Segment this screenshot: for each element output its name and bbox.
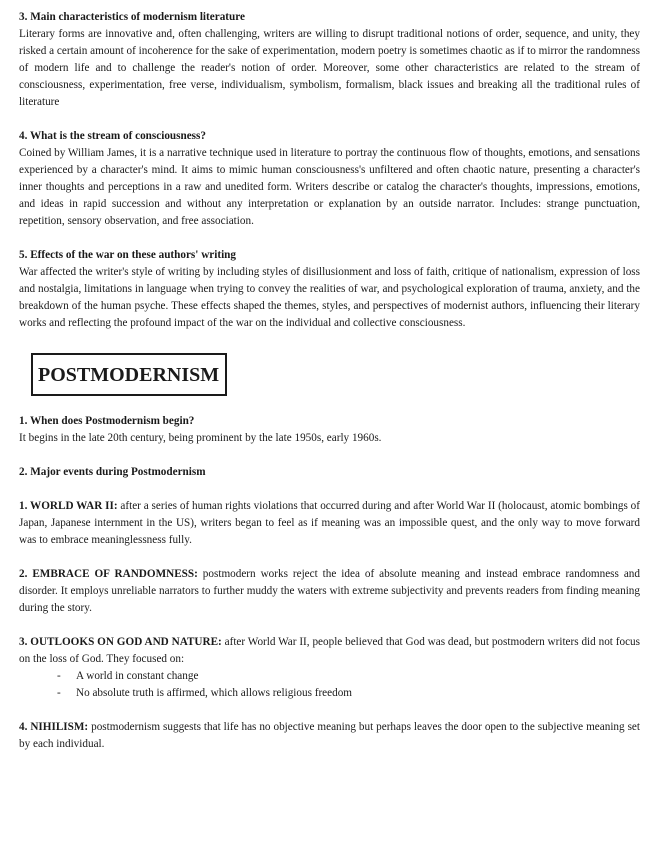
- event-paragraph-randomness: [19, 566, 640, 617]
- section-heading-stream-of-consciousness: 4. What is the stream of consciousness?: [19, 130, 206, 142]
- list-item: - No absolute truth is affirmed, which allows religious freedom: [57, 685, 640, 702]
- event-label: 2. EMBRACE OF RANDOMNESS:: [19, 568, 198, 580]
- event-label: 3. OUTLOOKS ON GOD AND NATURE:: [19, 636, 222, 648]
- event-paragraph-world-war: [19, 498, 640, 549]
- section-heading-war-effects: 5. Effects of the war on these authors' writing: [19, 249, 236, 261]
- question-heading-postmodernism-begin: 1. When does Postmodernism begin?: [19, 415, 195, 427]
- section-body-stream-of-consciousness: Coined by William James, it is a narrative technique used in literature to portray the continuous flow of thoughts, emotions, and sensations experienced by a character's mind. It aims to mimic human consciousness's unfiltered and often chaotic nature, presenting a character's inner thoughts and perceptions in a raw and unedited form. Writers describe or catalog the character's thoughts, impressions, emotions, and ideas in rapid succession and without any interpretation or explanation by an outside narrator. Includes: strange punctuation, repetition, sensory observation, and free association.: [19, 147, 640, 227]
- document-page: [19, 9, 640, 753]
- event-paragraph-nihilism: [19, 719, 640, 753]
- question-body-postmodernism-begin: It begins in the late 20th century, being prominent by the late 1950s, early 1960s.: [19, 432, 382, 444]
- section-body-main-characteristics: Literary forms are innovative and, often challenging, writers are willing to disrupt traditional notions of order, sequence, and unity, they risked a certain amount of incoherence for the sake of experimentation, modern poetry is sometimes chaotic as if to mirror the randomness of modern life and to challenge the reader's notion of order. Moreover, some other characteristics are related to the stream of consciousness, experimentation, free verse, individualism, symbolism, formalism, black issues and breaking all the traditional rules of literature: [19, 28, 640, 108]
- event-label: 1. WORLD WAR II:: [19, 500, 118, 512]
- god-nature-bullet-list: [19, 668, 640, 702]
- event-text: postmodernism suggests that life has no objective meaning but perhaps leaves the door open to the subjective meaning set by each individual.: [19, 721, 640, 750]
- section-body-war-effects: War affected the writer's style of writing by including styles of disillusionment and loss of faith, critique of nationalism, expression of loss and nostalgia, limitations in language when trying to convey the realities of war, and psychological exploration of trauma, anxiety, and the breakdown of the human psyche. These effects shaped the themes, styles, and perspectives of modernist authors, influencing their literary works and reflecting the profound impact of the war on the individual and collective consciousness.: [19, 266, 640, 329]
- event-text: after a series of human rights violations that occurred during and after World War II (holocaust, atomic bombings of Japan, Japanese internment in the US), writers began to feel as if meaning was an impossible quest, and the only way to move forward was to embrace meaninglessness fully.: [19, 500, 640, 546]
- question-heading-major-events: 2. Major events during Postmodernism: [19, 466, 206, 478]
- section-heading-main-characteristics: 3. Main characteristics of modernism literature: [19, 11, 245, 23]
- event-text: after World War II, people believed that God was dead, but postmodern writers did not focus on the loss of God. They focused on:: [19, 636, 641, 665]
- postmodernism-title-box: POSTMODERNISM: [31, 353, 227, 396]
- list-item: - A world in constant change: [57, 668, 640, 685]
- event-paragraph-god-and-nature: [19, 634, 640, 668]
- event-label: 4. NIHILISM:: [19, 721, 89, 733]
- event-text: postmodern works reject the idea of absolute meaning and instead embrace randomness and disorder. It employs unreliable narrators to further muddy the waters with extreme subjectivity and prevents readers from finding meaning during the story.: [19, 568, 640, 614]
